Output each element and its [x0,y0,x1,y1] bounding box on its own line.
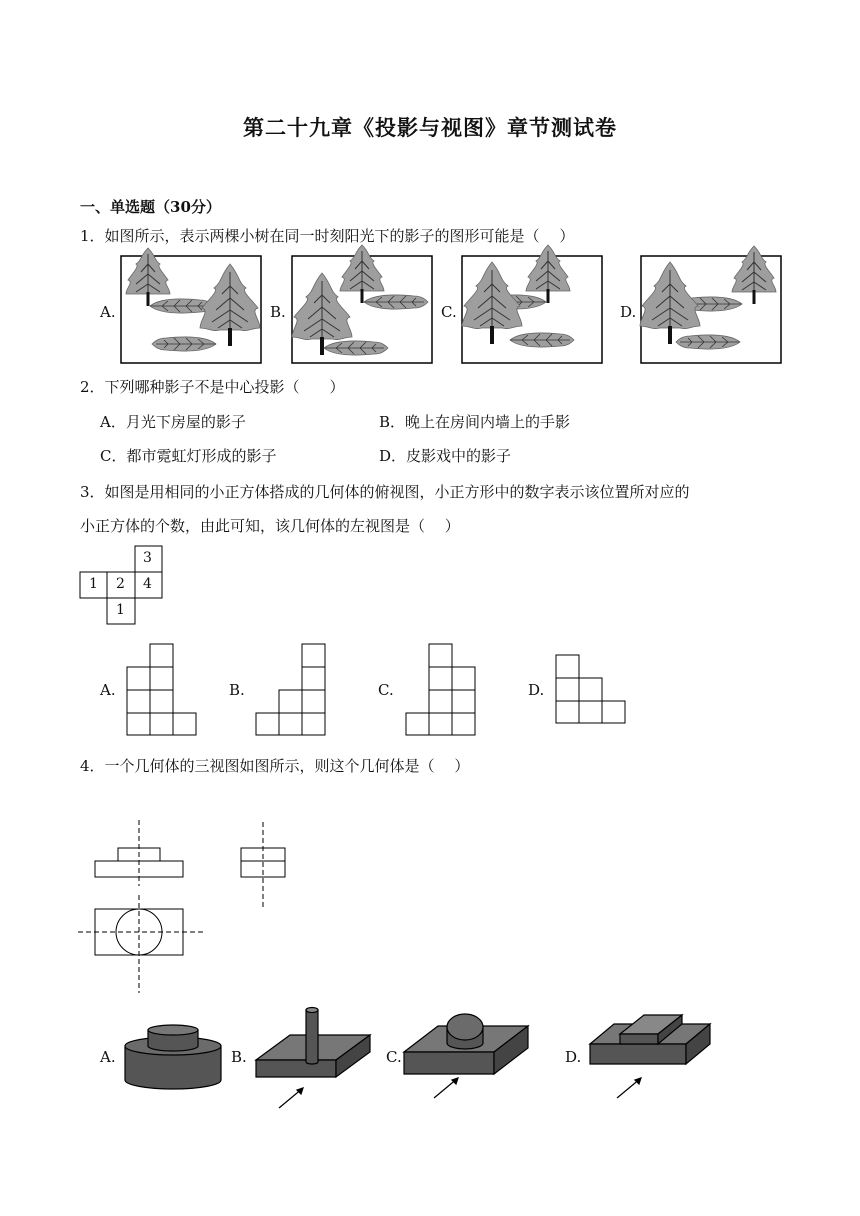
q2-option-c[interactable]: C．都市霓虹灯形成的影子 [100,447,277,465]
grid-number: 1 [116,602,125,618]
q4-option-c-label[interactable]: C. [386,1048,402,1066]
q4-option-a-label[interactable]: A. [100,1048,116,1066]
q4-option-b-label[interactable]: B. [231,1048,247,1066]
q2-option-b[interactable]: B．晚上在房间内墙上的手影 [379,413,571,431]
grid-number: 1 [89,576,98,592]
grid-number: 4 [143,576,152,592]
q1-option-b-label[interactable]: B. [270,303,286,321]
section-heading: 一、单选题（30分） [80,198,221,216]
question-1-stem: 1．如图所示，表示两棵小树在同一时刻阳光下的影子的图形可能是（ ） [80,227,575,245]
q1-option-a-label[interactable]: A. [100,303,116,321]
page-title: 第二十九章《投影与视图》章节测试卷 [243,115,617,140]
q3-option-d-label[interactable]: D. [528,681,545,699]
q3-option-a-label[interactable]: A. [100,681,116,699]
grid-number: 3 [143,550,152,566]
q3-option-c-label[interactable]: C. [378,681,394,699]
question-2-stem: 2．下列哪种影子不是中心投影（ ） [80,378,345,396]
q2-option-d[interactable]: D．皮影戏中的影子 [379,447,512,465]
question-3-stem-line1: 3．如图是用相同的小正方体搭成的几何体的俯视图，小正方形中的数字表示该位置所对应的 [80,483,690,501]
q1-option-d-label[interactable]: D. [620,303,637,321]
question-3-stem-line2: 小正方体的个数，由此可知，该几何体的左视图是（ ） [80,517,460,535]
q4-option-d-label[interactable]: D. [565,1048,582,1066]
grid-number: 2 [116,576,125,592]
q3-option-b-label[interactable]: B. [229,681,245,699]
question-4-stem: 4．一个几何体的三视图如图所示，则这个几何体是（ ） [80,757,470,775]
q2-option-a[interactable]: A．月光下房屋的影子 [100,413,246,431]
q1-option-c-label[interactable]: C. [441,303,457,321]
